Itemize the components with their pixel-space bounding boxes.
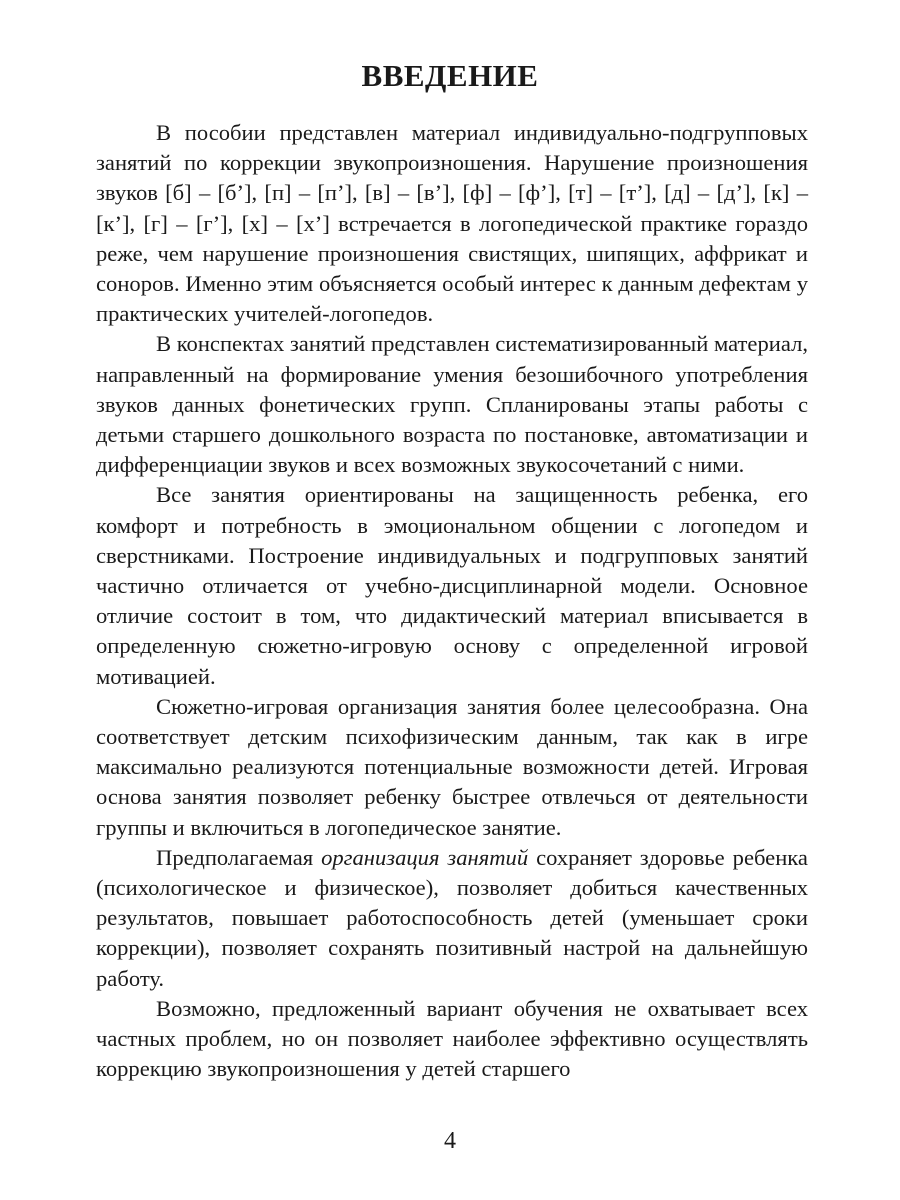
- paragraph-5-text-end: сохраняет здоровье ребенка (психологическое и физическое), позволяет добиться качественных результатов, повышает работоспособность детей (уменьшает сроки коррекции), позволяет сохранять позитивный настрой на дальнейшую работу.: [96, 844, 808, 991]
- paragraph-5: [96, 843, 808, 994]
- paragraph-1-text: В пособии представлен материал индивидуально-подгрупповых занятий по коррекции звукопроизношения. Нарушение произношения звуков [б] – [б’], [п] – [п’], [в] – [в’], [ф] – [ф’], [т] – [т’], [д] – [д’], [к] – [к’], [г] – [г’], [х] – [х’] встречается в логопедической практике гораздо реже, чем нарушение произношения свистящих, шипящих, аффрикат и соноров. Именно этим объясняется особый интерес к данным дефектам у практических учителей-логопедов.: [96, 120, 808, 327]
- paragraph-3: [96, 480, 808, 691]
- paragraph-2-text: В конспектах занятий представлен систематизированный материал, направленный на формирование умения безошибочного употребления звуков данных фонетических групп. Спланированы этапы работы с детьми старшего дошкольного возраста по постановке, автоматизации и дифференциации звуков и всех возможных звукосочетаний с ними.: [96, 331, 808, 478]
- paragraph-5-text-start: Предполагаемая: [156, 844, 322, 870]
- paragraph-3-text: Все занятия ориентированы на защищенность ребенка, его комфорт и потребность в эмоциональном общении с логопедом и сверстниками. Построение индивидуальных и подгрупповых занятий частично отличается от учебно-дисциплинарной модели. Основное отличие состоит в том, что дидактический материал вписывается в определенную сюжетно-игровую основу с определенной игровой мотивацией.: [96, 482, 808, 689]
- paragraph-1: [96, 118, 808, 329]
- page-number: 4: [444, 1128, 456, 1154]
- paragraph-5-italic-term: организация занятий: [321, 844, 529, 870]
- paragraph-4: [96, 692, 808, 843]
- paragraph-2: [96, 329, 808, 480]
- body-text: [96, 118, 808, 1085]
- paragraph-4-text: Сюжетно-игровая организация занятия более целесообразна. Она соответствует детским психофизическим данным, так как в игре максимально реализуются потенциальные возможности детей. Игровая основа занятия позволяет ребенку быстрее отвлечься от деятельности группы и включиться в логопедическое занятие.: [96, 693, 808, 840]
- paragraph-6: [96, 994, 808, 1085]
- paragraph-6-text: Возможно, предложенный вариант обучения не охватывает всех частных проблем, но он позволяет наиболее эффективно осуществлять коррекцию звукопроизношения у детей старшего: [96, 995, 808, 1082]
- page-title: ВВЕДЕНИЕ: [361, 58, 539, 93]
